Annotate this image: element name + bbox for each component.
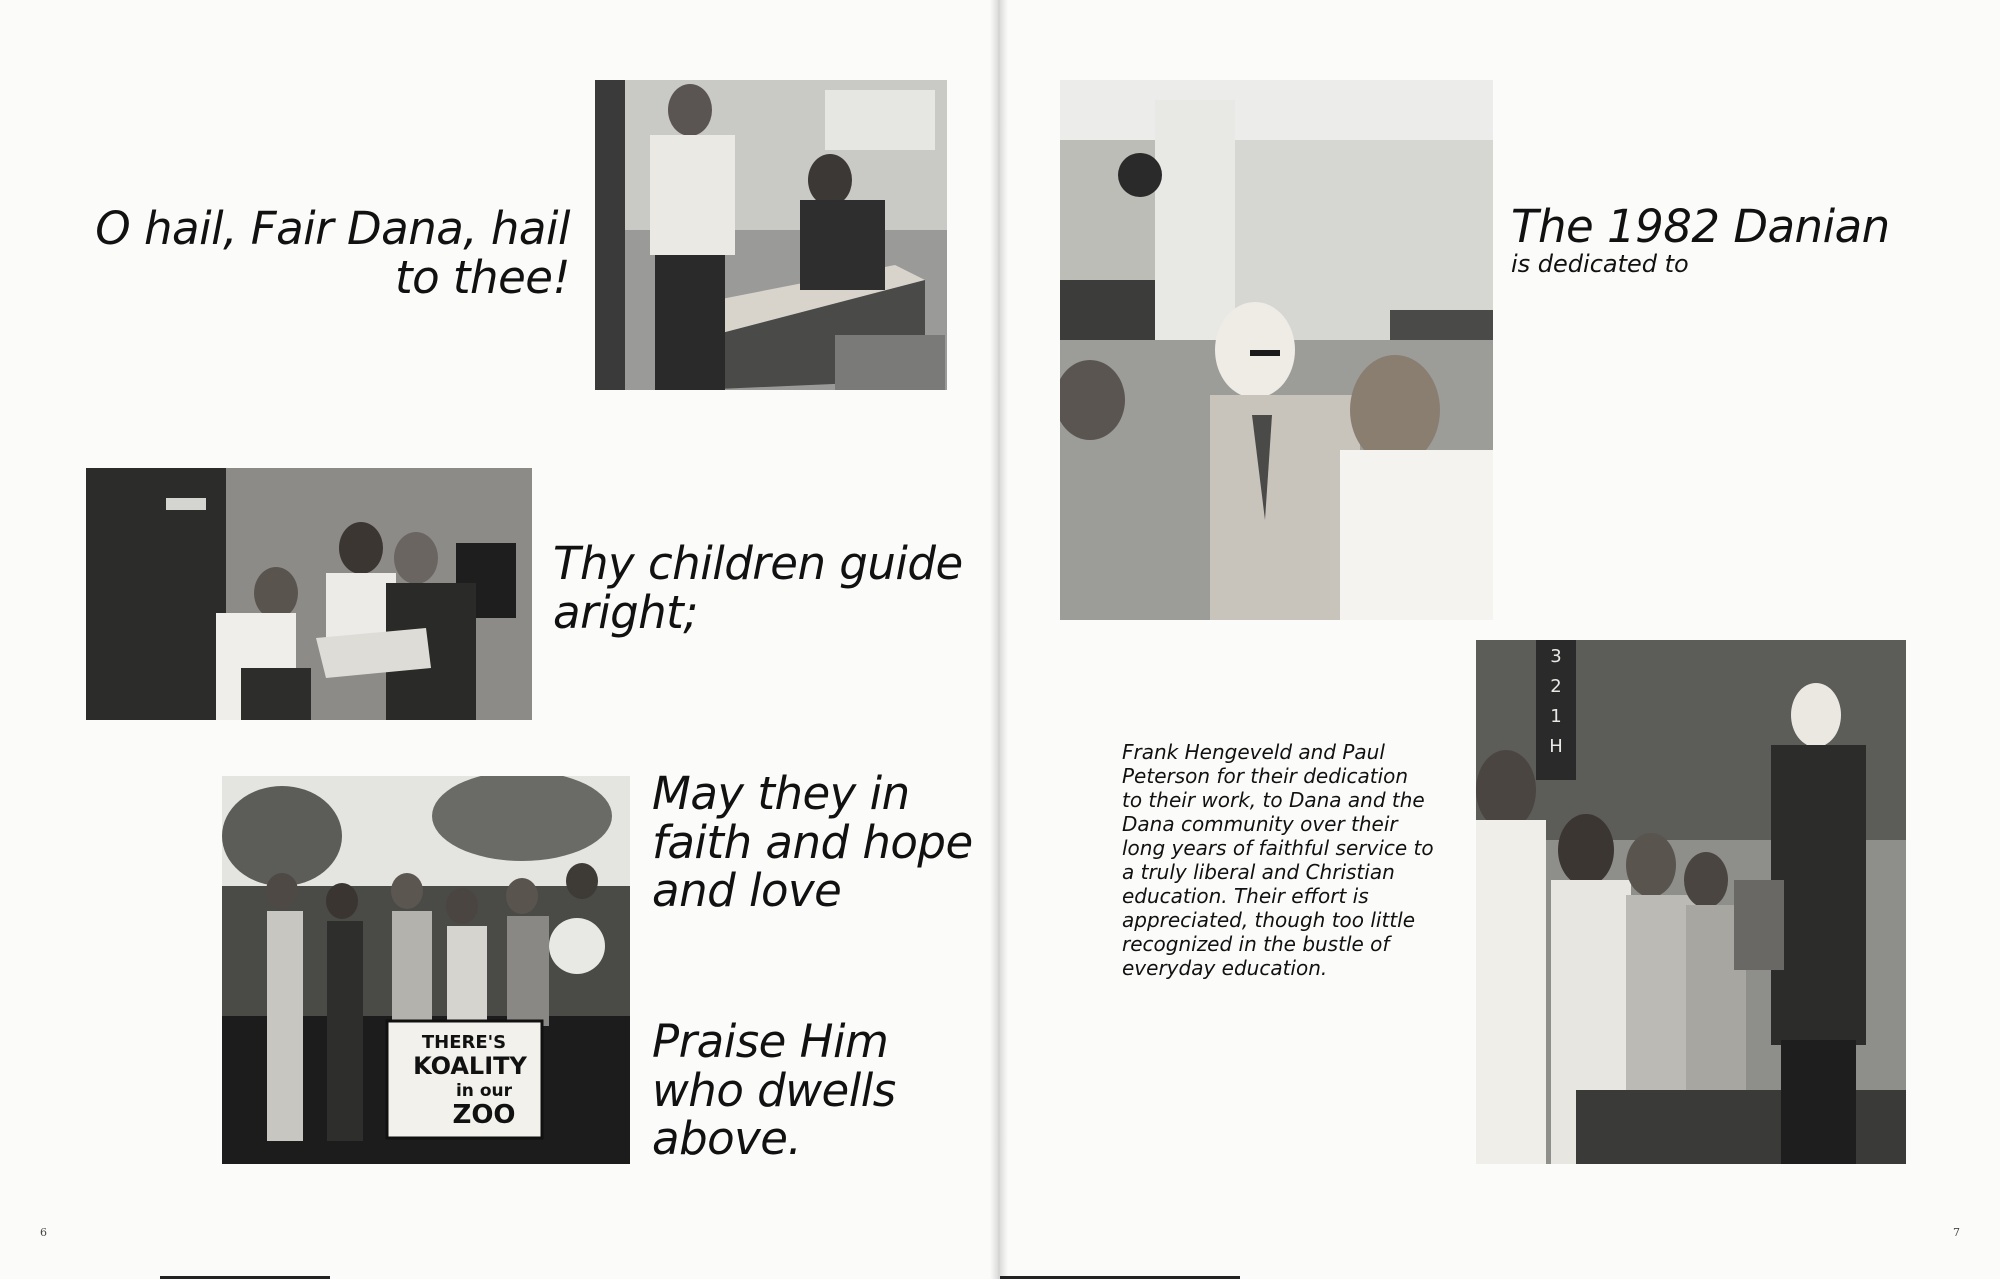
photo-man-with-athletes <box>1476 640 1906 1164</box>
photo-men-at-table-image <box>595 80 947 390</box>
dedication-subtitle: is dedicated to <box>1511 250 1689 278</box>
photo-koality-group-image <box>222 776 630 1164</box>
dedication-text: Frank Hengeveld and Paul Peterson for their dedication to their work, to Dana and the Dana community over their long years of faithful service to a truly liberal and Christian education. Their effort is appreciated, though too little recognized in the bustle of everyday education. <box>1122 740 1434 980</box>
sign-text-line-1: THERE'S <box>421 1032 507 1053</box>
wall-number-h: H <box>1549 736 1563 757</box>
photo-koality-group <box>222 776 630 1164</box>
wall-number-2: 2 <box>1550 676 1562 697</box>
photo-man-with-athletes-image <box>1476 640 1906 1164</box>
verse-line-1: O hail, Fair Dana, hail to thee! <box>95 202 570 304</box>
book-gutter <box>990 0 1008 1279</box>
photo-students-reading <box>86 468 532 720</box>
photo-men-at-table <box>595 80 947 390</box>
verse-line-2: Thy children guide aright; <box>553 537 963 639</box>
wall-number-1: 1 <box>1550 706 1562 727</box>
photo-students-reading-image <box>86 468 532 720</box>
verse-line-4: Praise Him who dwells above. <box>652 1015 896 1166</box>
photo-man-in-hallway <box>1060 80 1493 620</box>
dedication-title: The 1982 Danian <box>1511 200 1890 253</box>
sign-text-line-3: in our <box>455 1081 513 1101</box>
page-number-left: 6 <box>40 1226 47 1239</box>
sign-text-line-2: KOALITY <box>413 1052 527 1080</box>
page-number-right: 7 <box>1953 1226 1960 1239</box>
wall-number-3: 3 <box>1550 646 1562 667</box>
verse-line-3: May they in faith and hope and love <box>652 767 973 918</box>
photo-man-in-hallway-image <box>1060 80 1493 620</box>
sign-text-line-4: ZOO <box>452 1100 516 1130</box>
